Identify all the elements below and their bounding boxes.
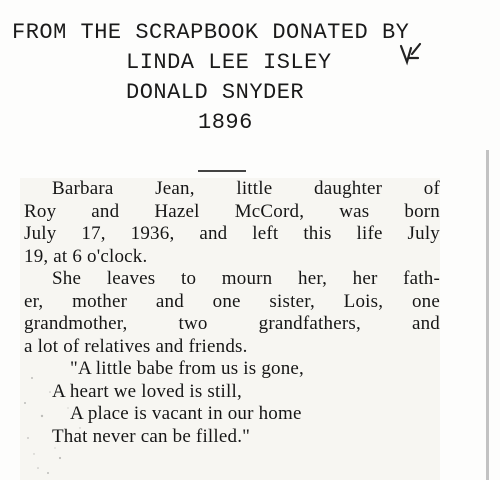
obituary-line: She leaves to mourn her, her fath- bbox=[52, 268, 440, 289]
newspaper-clipping bbox=[20, 178, 440, 480]
divider-rule bbox=[198, 170, 246, 172]
poem-line: That never can be filled." bbox=[52, 425, 251, 447]
obituary-line: Roy and Hazel McCord, was born bbox=[24, 200, 440, 222]
poem-line: "A little babe from us is gone, bbox=[70, 358, 305, 379]
header-line-from: FROM THE SCRAPBOOK DONATED BY bbox=[12, 20, 410, 45]
handwritten-check-mark bbox=[398, 40, 424, 66]
obituary-text bbox=[24, 178, 440, 448]
obituary-line: July 17, 1936, and left this life July bbox=[24, 223, 440, 244]
header-line-donor-2: DONALD SNYDER bbox=[126, 80, 305, 105]
poem-line: A heart we loved is still, bbox=[52, 380, 242, 402]
obituary-line: Barbara Jean, little daughter of bbox=[52, 178, 440, 199]
poem-line: A place is vacant in our home bbox=[70, 403, 302, 424]
header-line-donor-1: LINDA LEE ISLEY bbox=[126, 50, 332, 75]
clipping-edge bbox=[486, 150, 489, 480]
obituary-line: grandmother, two grandfathers, and bbox=[24, 313, 440, 334]
header-year: 1896 bbox=[198, 110, 253, 135]
obituary-line: er, mother and one sister, Lois, one bbox=[24, 290, 440, 312]
obituary-line: a lot of relatives and friends. bbox=[24, 335, 248, 357]
obituary-line: 19, at 6 o'clock. bbox=[24, 245, 148, 267]
